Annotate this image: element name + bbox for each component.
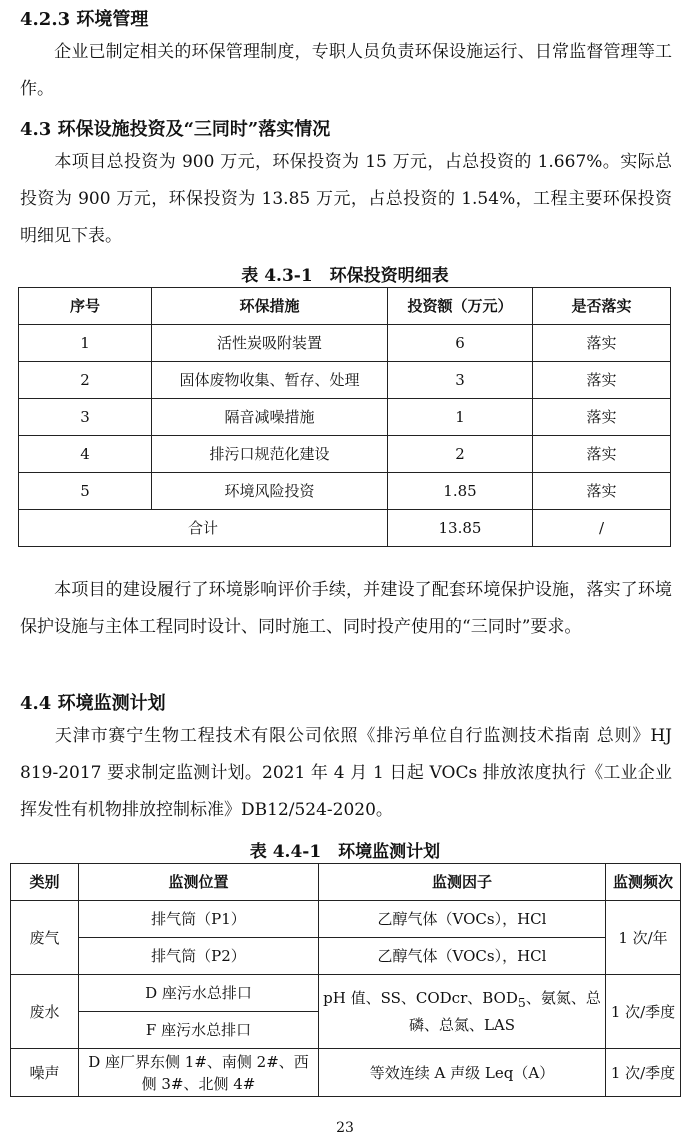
- table-cell: 固体废物收集、暂存、处理: [152, 362, 388, 399]
- table-header-row: [19, 288, 671, 325]
- table-cell: 落实: [533, 436, 671, 473]
- column-header: 监测因子: [319, 864, 606, 901]
- column-header: 类别: [11, 864, 79, 901]
- table-row: [19, 473, 671, 510]
- frequency-cell: 1 次/年: [606, 901, 681, 975]
- total-status: /: [533, 510, 671, 547]
- location-cell: D 座厂界东侧 1#、南侧 2#、西侧 3#、北侧 4#: [79, 1049, 319, 1097]
- section-heading-4-3: 4.3 环保设施投资及“三同时”落实情况: [20, 119, 331, 140]
- location-cell: 排气筒（P1）: [79, 901, 319, 938]
- page-number: 23: [336, 1120, 354, 1136]
- column-header: 投资额（万元）: [388, 288, 533, 325]
- table-cell: 1: [388, 399, 533, 436]
- section-heading-4-4: 4.4 环境监测计划: [20, 693, 166, 714]
- table-cell: 3: [19, 399, 152, 436]
- table-caption-4-4-1: 表 4.4-1 环境监测计划: [249, 842, 441, 862]
- table-cell: 2: [19, 362, 152, 399]
- table-cell: 3: [388, 362, 533, 399]
- factor-cell: 等效连续 A 声级 Leq（A）: [319, 1049, 606, 1097]
- total-label: 合计: [19, 510, 388, 547]
- table-caption-4-3-1: 表 4.3-1 环保投资明细表: [241, 266, 449, 286]
- section-heading-4-2-3: 4.2.3 环境管理: [20, 9, 149, 30]
- table-total-row: [19, 510, 671, 547]
- frequency-cell: 1 次/季度: [606, 975, 681, 1049]
- table-row: [19, 436, 671, 473]
- table-cell: 6: [388, 325, 533, 362]
- table-row: [11, 1049, 681, 1097]
- investment-table: [18, 287, 671, 547]
- paragraph-env-management: 企业已制定相关的环保管理制度，专职人员负责环保设施运行、日常监督管理等工作。: [20, 42, 672, 99]
- paragraph-investment: 本项目总投资为 900 万元，环保投资为 15 万元，占总投资的 1.667%。实际总投资为 900 万元，环保投资为 13.85 万元，占总投资的 1.54%，工程主要环保投资明细见下表。: [20, 152, 672, 246]
- frequency-cell: 1 次/季度: [606, 1049, 681, 1097]
- table-cell: 排污口规范化建设: [152, 436, 388, 473]
- factor-cell: 乙醇气体（VOCs），HCl: [319, 938, 606, 975]
- category-cell: 废水: [11, 975, 79, 1049]
- table-row: [11, 938, 681, 975]
- table-row: [19, 362, 671, 399]
- table-row: [19, 325, 671, 362]
- factor-cell: 乙醇气体（VOCs），HCl: [319, 901, 606, 938]
- total-value: 13.85: [388, 510, 533, 547]
- table-row: [11, 975, 681, 1012]
- column-header: 序号: [19, 288, 152, 325]
- table-cell: 2: [388, 436, 533, 473]
- paragraph-monitoring: 天津市赛宁生物工程技术有限公司依照《排污单位自行监测技术指南 总则》HJ 819-2017 要求制定监测计划。2021 年 4 月 1 日起 VOCs 排放浓度执行《工业企业挥发性有机物排放控制标准》DB12/524-2020。: [20, 726, 672, 820]
- location-cell: D 座污水总排口: [79, 975, 319, 1012]
- category-cell: 废气: [11, 901, 79, 975]
- column-header: 监测频次: [606, 864, 681, 901]
- table-cell: 活性炭吸附装置: [152, 325, 388, 362]
- location-cell: F 座污水总排口: [79, 1012, 319, 1049]
- table-cell: 落实: [533, 325, 671, 362]
- table-cell: 5: [19, 473, 152, 510]
- table-header-row: [11, 864, 681, 901]
- table-cell: 环境风险投资: [152, 473, 388, 510]
- monitoring-table: [10, 863, 681, 1097]
- table-cell: 1: [19, 325, 152, 362]
- location-cell: 排气筒（P2）: [79, 938, 319, 975]
- table-row: [11, 901, 681, 938]
- column-header: 是否落实: [533, 288, 671, 325]
- table-row: [19, 399, 671, 436]
- table-cell: 4: [19, 436, 152, 473]
- table-cell: 落实: [533, 473, 671, 510]
- table-cell: 隔音减噪措施: [152, 399, 388, 436]
- factor-cell: pH 值、SS、CODcr、$BOD_5$、氨氮、总磷、总氮、LAS: [319, 975, 606, 1049]
- column-header: 环保措施: [152, 288, 388, 325]
- table-cell: 1.85: [388, 473, 533, 510]
- table-cell: 落实: [533, 399, 671, 436]
- paragraph-three-simultaneous: 本项目的建设履行了环境影响评价手续，并建设了配套环境保护设施，落实了环境保护设施与主体工程同时设计、同时施工、同时投产使用的“三同时”要求。: [20, 580, 672, 637]
- column-header: 监测位置: [79, 864, 319, 901]
- category-cell: 噪声: [11, 1049, 79, 1097]
- table-cell: 落实: [533, 362, 671, 399]
